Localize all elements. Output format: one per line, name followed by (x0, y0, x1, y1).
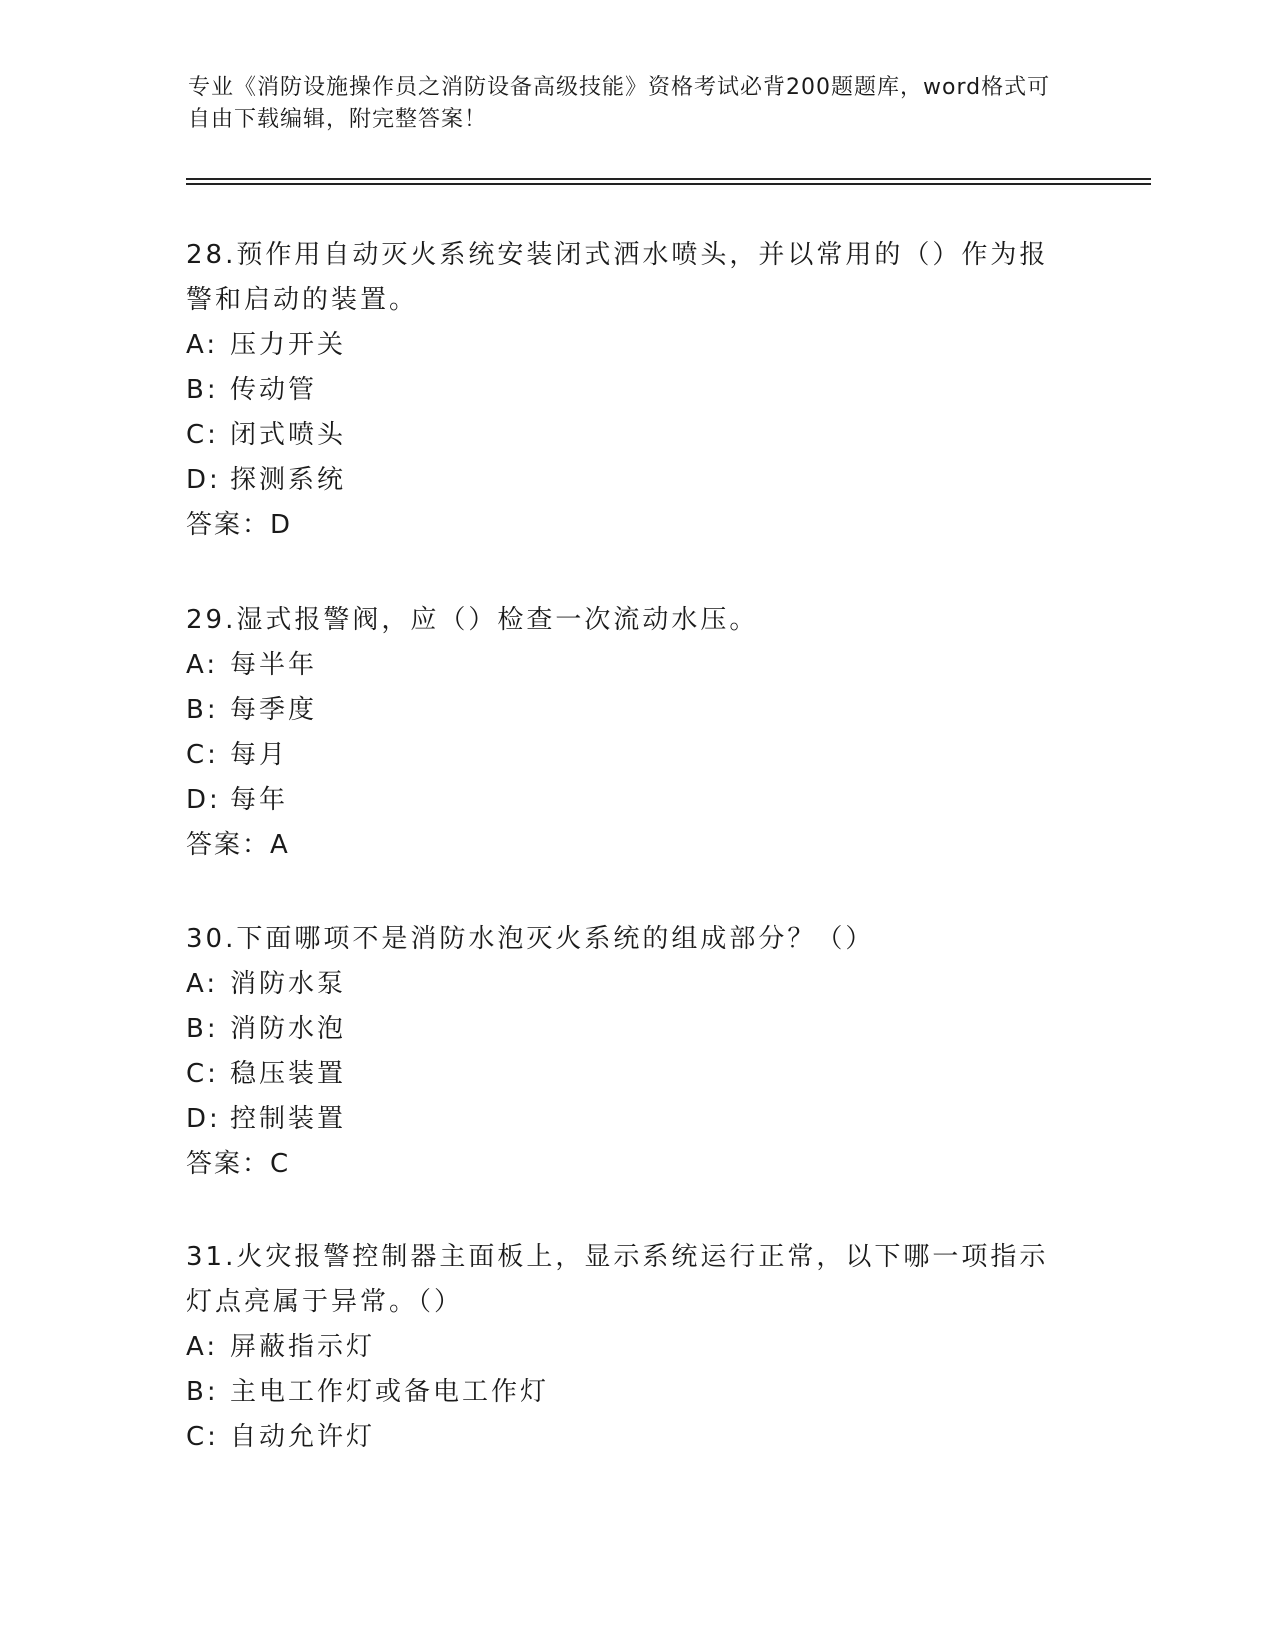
option-letter: C: (186, 740, 219, 770)
option-letter: C: (186, 1422, 219, 1452)
option-a (186, 643, 1066, 688)
option-letter: D: (186, 465, 221, 495)
option-b (186, 368, 1066, 413)
question-stem (186, 598, 1066, 643)
question-30 (186, 917, 1066, 1187)
question-stem (186, 1235, 1066, 1325)
option-text: 消防水泡 (230, 1014, 347, 1044)
option-c (186, 413, 1066, 458)
option-text: 主电工作灯或备电工作灯 (230, 1377, 550, 1407)
question-number: 31. (186, 1242, 237, 1272)
option-letter: B: (186, 375, 219, 405)
option-a (186, 1325, 1066, 1370)
option-text: 每年 (230, 785, 289, 815)
option-letter: B: (186, 1014, 219, 1044)
option-text: 屏蔽指示灯 (230, 1332, 376, 1362)
option-letter: B: (186, 695, 219, 725)
question-stem (186, 917, 1066, 962)
question-text: 火灾报警控制器主面板上，显示系统运行正常，以下哪一项指示灯点亮属于异常。（） (186, 1242, 1049, 1317)
option-b (186, 1370, 1066, 1415)
option-d (186, 778, 1066, 823)
option-c (186, 733, 1066, 778)
option-d (186, 1097, 1066, 1142)
question-number: 28. (186, 240, 237, 270)
option-text: 消防水泵 (230, 969, 347, 999)
option-a (186, 323, 1066, 368)
option-c (186, 1052, 1066, 1097)
answer-line: 答案：A (186, 830, 290, 860)
question-text: 预作用自动灭火系统安装闭式洒水喷头，并以常用的（）作为报警和启动的装置。 (186, 240, 1049, 315)
question-29 (186, 598, 1066, 868)
option-letter: D: (186, 1104, 221, 1134)
answer-line: 答案：C (186, 1149, 291, 1179)
option-text: 自动允许灯 (230, 1422, 376, 1452)
option-letter: A: (186, 1332, 219, 1362)
option-c (186, 1415, 1066, 1460)
question-text: 湿式报警阀，应（）检查一次流动水压。 (236, 605, 759, 635)
option-b (186, 688, 1066, 733)
option-text: 每月 (230, 740, 289, 770)
option-text: 探测系统 (230, 465, 347, 495)
question-stem (186, 233, 1066, 323)
option-text: 每季度 (230, 695, 318, 725)
option-text: 每半年 (230, 650, 318, 680)
option-text: 稳压装置 (230, 1059, 347, 1089)
option-letter: C: (186, 420, 219, 450)
question-31 (186, 1235, 1066, 1460)
header-divider-bottom (186, 183, 1151, 185)
question-text: 下面哪项不是消防水泡灭火系统的组成部分？（） (236, 924, 875, 954)
option-letter: C: (186, 1059, 219, 1089)
document-header: 专业《消防设施操作员之消防设备高级技能》资格考试必背200题题库，word格式可自由下载编辑，附完整答案！ (188, 75, 1051, 132)
option-text: 控制装置 (230, 1104, 347, 1134)
option-d (186, 458, 1066, 503)
option-text: 压力开关 (230, 330, 347, 360)
option-letter: B: (186, 1377, 219, 1407)
option-b (186, 1007, 1066, 1052)
option-letter: D: (186, 785, 221, 815)
option-text: 闭式喷头 (230, 420, 347, 450)
question-number: 29. (186, 605, 237, 635)
question-28 (186, 233, 1066, 548)
header-divider-top (186, 178, 1151, 180)
option-a (186, 962, 1066, 1007)
question-number: 30. (186, 924, 237, 954)
option-text: 传动管 (230, 375, 318, 405)
answer-line: 答案：D (186, 510, 293, 540)
option-letter: A: (186, 330, 219, 360)
option-letter: A: (186, 650, 219, 680)
option-letter: A: (186, 969, 219, 999)
